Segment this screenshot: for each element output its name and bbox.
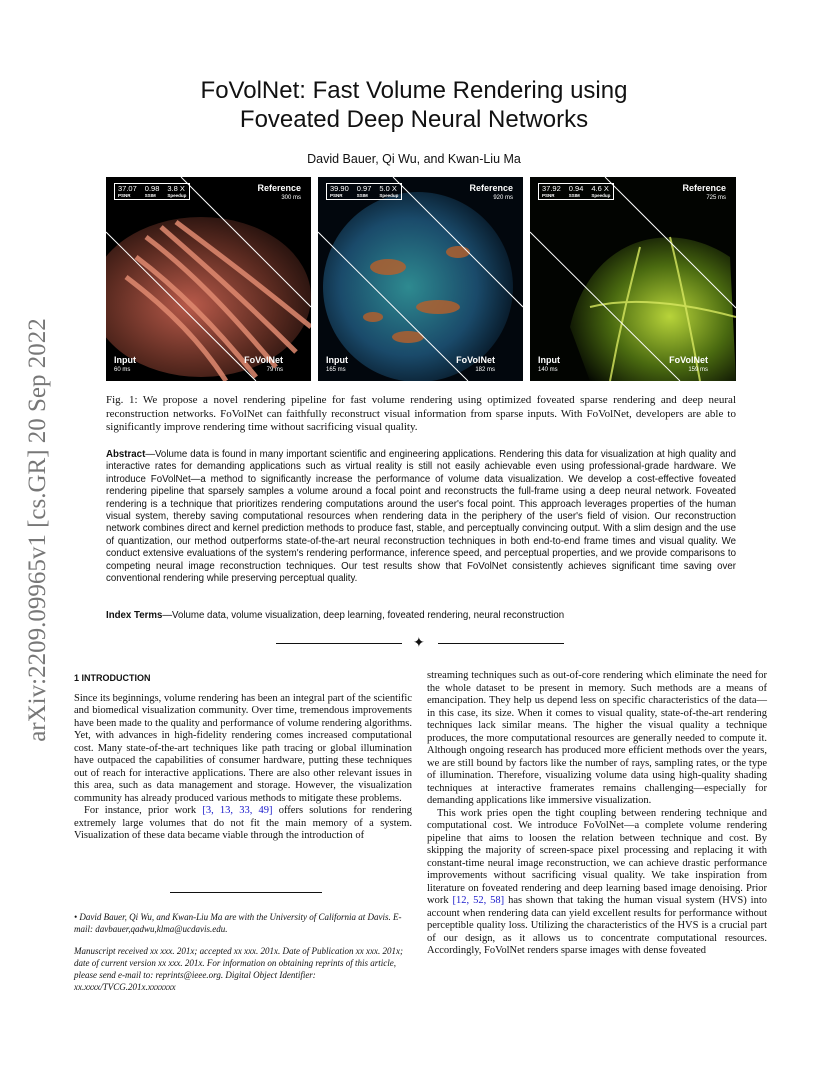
citation-link[interactable]: [3, 13, 33, 49] xyxy=(202,805,273,816)
fovolnet-time: 79 ms xyxy=(266,367,283,373)
index-terms xyxy=(106,610,736,621)
section-heading: 1 INTRODUCTION xyxy=(74,673,151,683)
title-line-1: FoVolNet: Fast Volume Rendering using xyxy=(200,77,628,104)
metrics-box xyxy=(114,183,190,200)
input-time: 165 ms xyxy=(326,367,346,373)
input-label: Input 140 ms xyxy=(538,355,560,373)
section-divider xyxy=(276,637,564,651)
figure-caption: Fig. 1: We propose a novel rendering pipeline for fast volume rendering using optimized foveated sparse rendering and deep neural reconstruction networks. FoVolNet can faithfully reconstruct visual information from sparse inputs. With FoVolNet, developers are able to significantly improve rendering time without sacrificing visual quality. xyxy=(106,394,736,433)
input-time: 140 ms xyxy=(538,367,558,373)
arxiv-sidebar: arXiv:2209.09965v1 [cs.GR] 20 Sep 2022 xyxy=(24,318,51,742)
psnr-value: 39.90 xyxy=(330,184,349,193)
input-label: Input 165 ms xyxy=(326,355,348,373)
ssim-value: 0.97 xyxy=(356,184,372,193)
panel-muscles-image xyxy=(106,177,311,381)
paragraph: This work pries open the tight coupling between rendering technique and computational cost. We introduce FoVolNet—a complete volume rendering pipeline that aims to loosen the relation between technique and cost. By skipping the majority of screen-space pixel processing and replacing it with constant-time neural image reconstruction, we can achieve drastic performance improvements without sacrificing visual quality. We take inspiration from literature on foveated rendering and deep learning based image denoising. Prior work [12, 52, 58] has shown that taking the human visual system (HVS) into account when rendering data can yield excellent results for performance without perceptible quality loss. Utilizing the characteristics of the HVS is a crucial part of our design, as it allows us to concentrate computational resources. Accordingly, FoVolNet renders sparse images with dense foveated xyxy=(427,807,767,956)
paragraph: For instance, prior work [3, 13, 33, 49] offers solutions for rendering extremely large volumes that do not fit the main memory of a system. Visualization of these data became viable through the introduction of xyxy=(74,805,412,841)
divider-star-icon: ✦ xyxy=(413,636,425,651)
citation-link[interactable]: [12, 52, 58] xyxy=(452,895,505,906)
speedup-label: Speedup xyxy=(167,193,187,198)
psnr-value: 37.92 xyxy=(542,184,561,193)
author-footnote: • David Bauer, Qi Wu, and Kwan-Liu Ma are with the University of California at Davis. E-mail: davbauer,qadwu,klma@ucdavis.edu. xyxy=(74,912,402,934)
reference-time: 725 ms xyxy=(706,195,726,201)
paragraph: streaming techniques such as out-of-core rendering which eliminate the need for the whole dataset to be present in memory. Such methods are a means of emancipation. They help us depend less on specific characteristics of the data—in this case, its size. When it comes to visual quality, state-of-the-art rendering techniques lack similar means. The higher the visual quality a technique produces, the more computational resources are generally needed to compute it. Although ongoing research has produced more efficient methods over the years, we are still bound by factors like the number of rays, sampling rates, or the type of illumination. Therefore, visualizing volume data using high-quality shading techniques at interactive framerates remains challenging—especially for demanding applications like immersive visualization. xyxy=(427,670,767,806)
column-right xyxy=(427,670,767,958)
authors: David Bauer, Qi Wu, and Kwan-Liu Ma xyxy=(307,152,521,166)
ssim-value: 0.94 xyxy=(568,184,584,193)
divider-line-right xyxy=(438,643,564,644)
figure-panel-muscles xyxy=(106,177,311,381)
input-time: 60 ms xyxy=(114,367,131,373)
figure-1 xyxy=(106,177,736,381)
fovolnet-time: 182 ms xyxy=(475,367,495,373)
figure-panel-sphere xyxy=(318,177,523,381)
fovolnet-label: FoVolNet 79 ms xyxy=(244,355,283,373)
metrics-box xyxy=(326,183,402,200)
abstract-text: —Volume data is found in many important scientific and engineering applications. Rendering this data for visualization at high quality and interactive rates for demanding applications such as virtual reality is still not easily achievable even using professional-grade hardware. We introduce FoVolNet—a method to significantly increase the performance of volume data visualization. We develop a cost-effective foveated rendering pipeline that sparsely samples a volume around a focal point and reconstructs the full-frame using a deep neural network. Foveated rendering is a technique that prioritizes rendering computations around the user's focal point. This approach leverages properties of the human visual system, thereby saving computational resources when rendering data in the periphery of the user's field of vision. Our reconstruction network combines direct and kernel prediction methods to produce fast, stable, and perceptually convincing output. With a slim design and the use of quantization, our method outperforms state-of-the-art neural reconstruction techniques in both end-to-end frame times and visual quality. We conduct extensive evaluations of the system's rendering performance, inference speed, and perceptual properties, and we provide comparisons to competing neural image reconstruction techniques. Our test results show that FoVolNet consistently achieves significant time saving over conventional rendering while preserving perceptual quality. xyxy=(106,449,736,585)
column-left xyxy=(74,672,412,843)
footnote-rule xyxy=(170,892,322,893)
psnr-label: PSNR xyxy=(542,193,555,198)
reference-label: Reference 300 ms xyxy=(257,183,301,201)
speedup-value: 4.6 X xyxy=(591,184,609,193)
divider-line-left xyxy=(276,643,402,644)
manuscript-info: Manuscript received xx xxx. 201x; accepted xx xxx. 201x. Date of Publication xx xxx. 201x; date of current version xx xxx. 201x. For information on obtaining reprints of this article, please send e-mail to: reprints@ieee.org. Digital Object Identifier: xx.xxxx/TVCG.201x.xxxxxxx xyxy=(74,946,404,992)
reference-time: 300 ms xyxy=(281,195,301,201)
psnr-label: PSNR xyxy=(118,193,131,198)
metrics-box xyxy=(538,183,614,200)
paragraph: Since its beginnings, volume rendering has been an integral part of the scientific and biomedical visualization community. Over time, tremendous improvements have been made to the quality and performance of volume rendering algorithms. Yet, with advances in high-fidelity rendering comes increased computational cost. Many state-of-the-art techniques like path tracing or global illumination have outpaced the capabilities of consumer hardware, putting these techniques out of reach for interactive applications. There are also other relevant issues in this area, such as data management and storage. However, the visualization community has already produced various methods to mitigate these problems. xyxy=(74,692,412,804)
ssim-label: SSIM xyxy=(144,193,156,198)
title-line-2: Foveated Deep Neural Networks xyxy=(239,106,589,133)
ssim-label: SSIM xyxy=(356,193,368,198)
abstract xyxy=(106,449,736,585)
input-label: Input 60 ms xyxy=(114,355,136,373)
figure-panel-insect xyxy=(530,177,736,381)
index-terms-label: Index Terms xyxy=(106,610,163,621)
index-terms-text: —Volume data, volume visualization, deep learning, foveated rendering, neural reconstruction xyxy=(162,610,565,621)
paper-title xyxy=(0,76,828,134)
reference-label: Reference 920 ms xyxy=(469,183,513,201)
speedup-label: Speedup xyxy=(591,193,611,198)
speedup-value: 5.0 X xyxy=(379,184,397,193)
speedup-value: 3.8 X xyxy=(167,184,185,193)
ssim-label: SSIM xyxy=(568,193,580,198)
abstract-label: Abstract xyxy=(106,449,146,460)
panel-insect-image xyxy=(530,177,736,381)
speedup-label: Speedup xyxy=(379,193,399,198)
ssim-value: 0.98 xyxy=(144,184,160,193)
fovolnet-label: FoVolNet 182 ms xyxy=(456,355,495,373)
fovolnet-time: 159 ms xyxy=(688,367,708,373)
fovolnet-label: FoVolNet 159 ms xyxy=(669,355,708,373)
psnr-value: 37.07 xyxy=(118,184,137,193)
psnr-label: PSNR xyxy=(330,193,343,198)
panel-sphere-image xyxy=(318,177,523,381)
reference-time: 920 ms xyxy=(493,195,513,201)
reference-label: Reference 725 ms xyxy=(682,183,726,201)
